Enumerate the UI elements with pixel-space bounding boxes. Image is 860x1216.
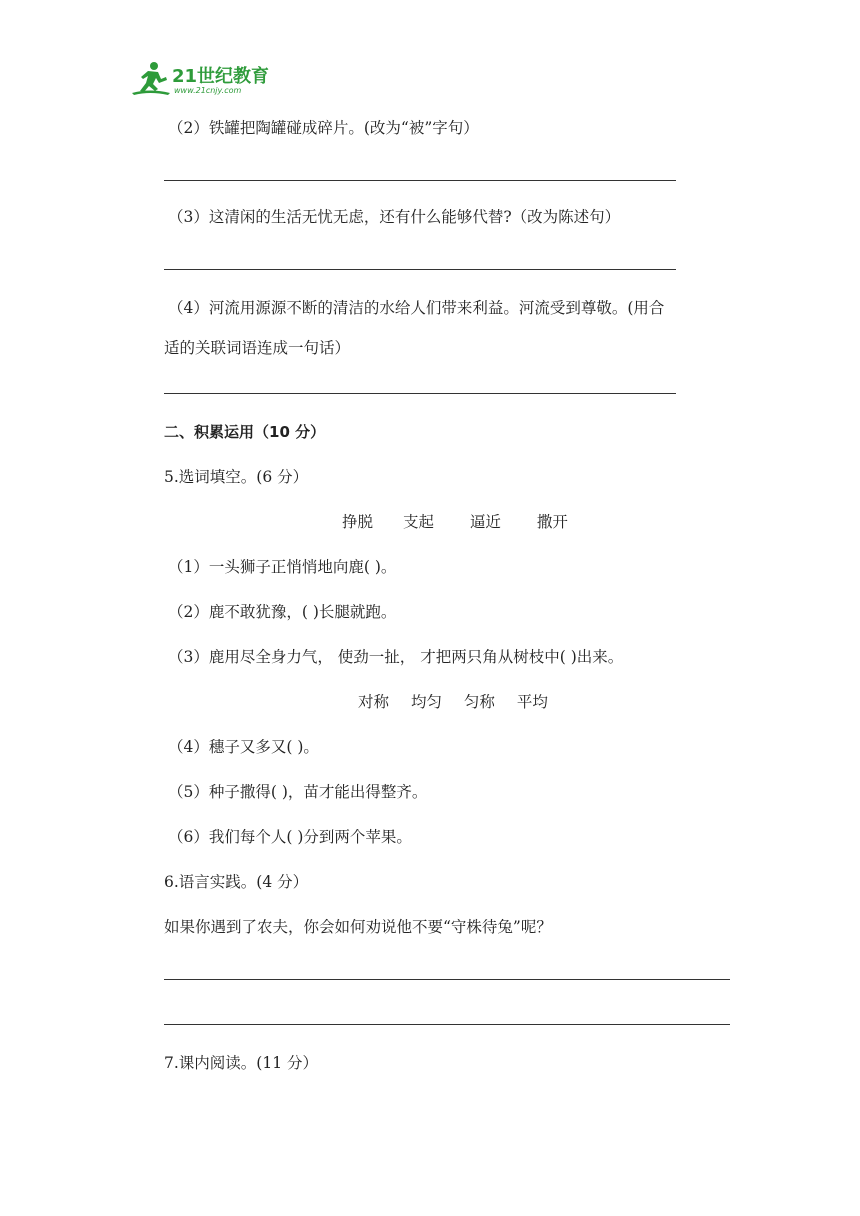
q5-item-2: （2）鹿不敢犹豫，( )长腿就跑。 (168, 603, 397, 621)
q5-item-5: （5）种子撒得( )，苗才能出得整齐。 (168, 783, 428, 801)
logo-mark: 21世纪教育 (172, 66, 270, 87)
q6-title: 6.语言实践。(4 分） (164, 873, 309, 891)
q4-item-2: （2）铁罐把陶罐碰成碎片。(改为“被”字句） (168, 119, 479, 137)
logo-url: www.21cnjy.com (174, 86, 242, 95)
word-bank-2-item: 匀称 (463, 693, 495, 711)
q5-item-4: （4）穗子又多又( )。 (168, 738, 319, 756)
answer-line-q6-1[interactable] (164, 979, 730, 980)
running-figure-icon (132, 62, 170, 95)
word-bank-2 (358, 692, 548, 712)
word-bank-2-item: 平均 (516, 693, 548, 711)
q4-item-4-line-1: （4）河流用源源不断的清洁的水给人们带来利益。河流受到尊敬。(用合 (168, 299, 665, 317)
q7-title: 7.课内阅读。(11 分） (164, 1054, 318, 1072)
word-bank-2-item: 均匀 (410, 693, 442, 711)
word-bank-1-item: 支起 (402, 513, 434, 531)
q4-item-4-line-2: 适的关联词语连成一句话） (164, 339, 351, 357)
logo-21cnjy (130, 60, 270, 98)
answer-line-4[interactable] (164, 393, 676, 394)
word-bank-1-item: 挣脱 (342, 513, 374, 531)
word-bank-2-item: 对称 (358, 693, 390, 711)
word-bank-1 (342, 512, 568, 532)
word-bank-1-item: 撒开 (536, 513, 568, 531)
q5-item-3: （3）鹿用尽全身力气， 使劲一扯， 才把两只角从树枝中( )出来。 (168, 648, 624, 666)
word-bank-1-item: 逼近 (469, 513, 501, 531)
answer-line-q6-2[interactable] (164, 1024, 730, 1025)
section-2-title: 二、积累运用（10 分） (164, 423, 326, 441)
answer-line-2[interactable] (164, 180, 676, 181)
q4-item-3: （3）这清闲的生活无忧无虑，还有什么能够代替?（改为陈述句） (168, 208, 621, 226)
q5-item-6: （6）我们每个人( )分到两个苹果。 (168, 828, 412, 846)
q6-prompt: 如果你遇到了农夫，你会如何劝说他不要“守株待兔”呢？ (164, 918, 552, 936)
q5-title: 5.选词填空。(6 分） (164, 468, 309, 486)
q5-item-1: （1）一头狮子正悄悄地向鹿( )。 (168, 558, 397, 576)
answer-line-3[interactable] (164, 269, 676, 270)
